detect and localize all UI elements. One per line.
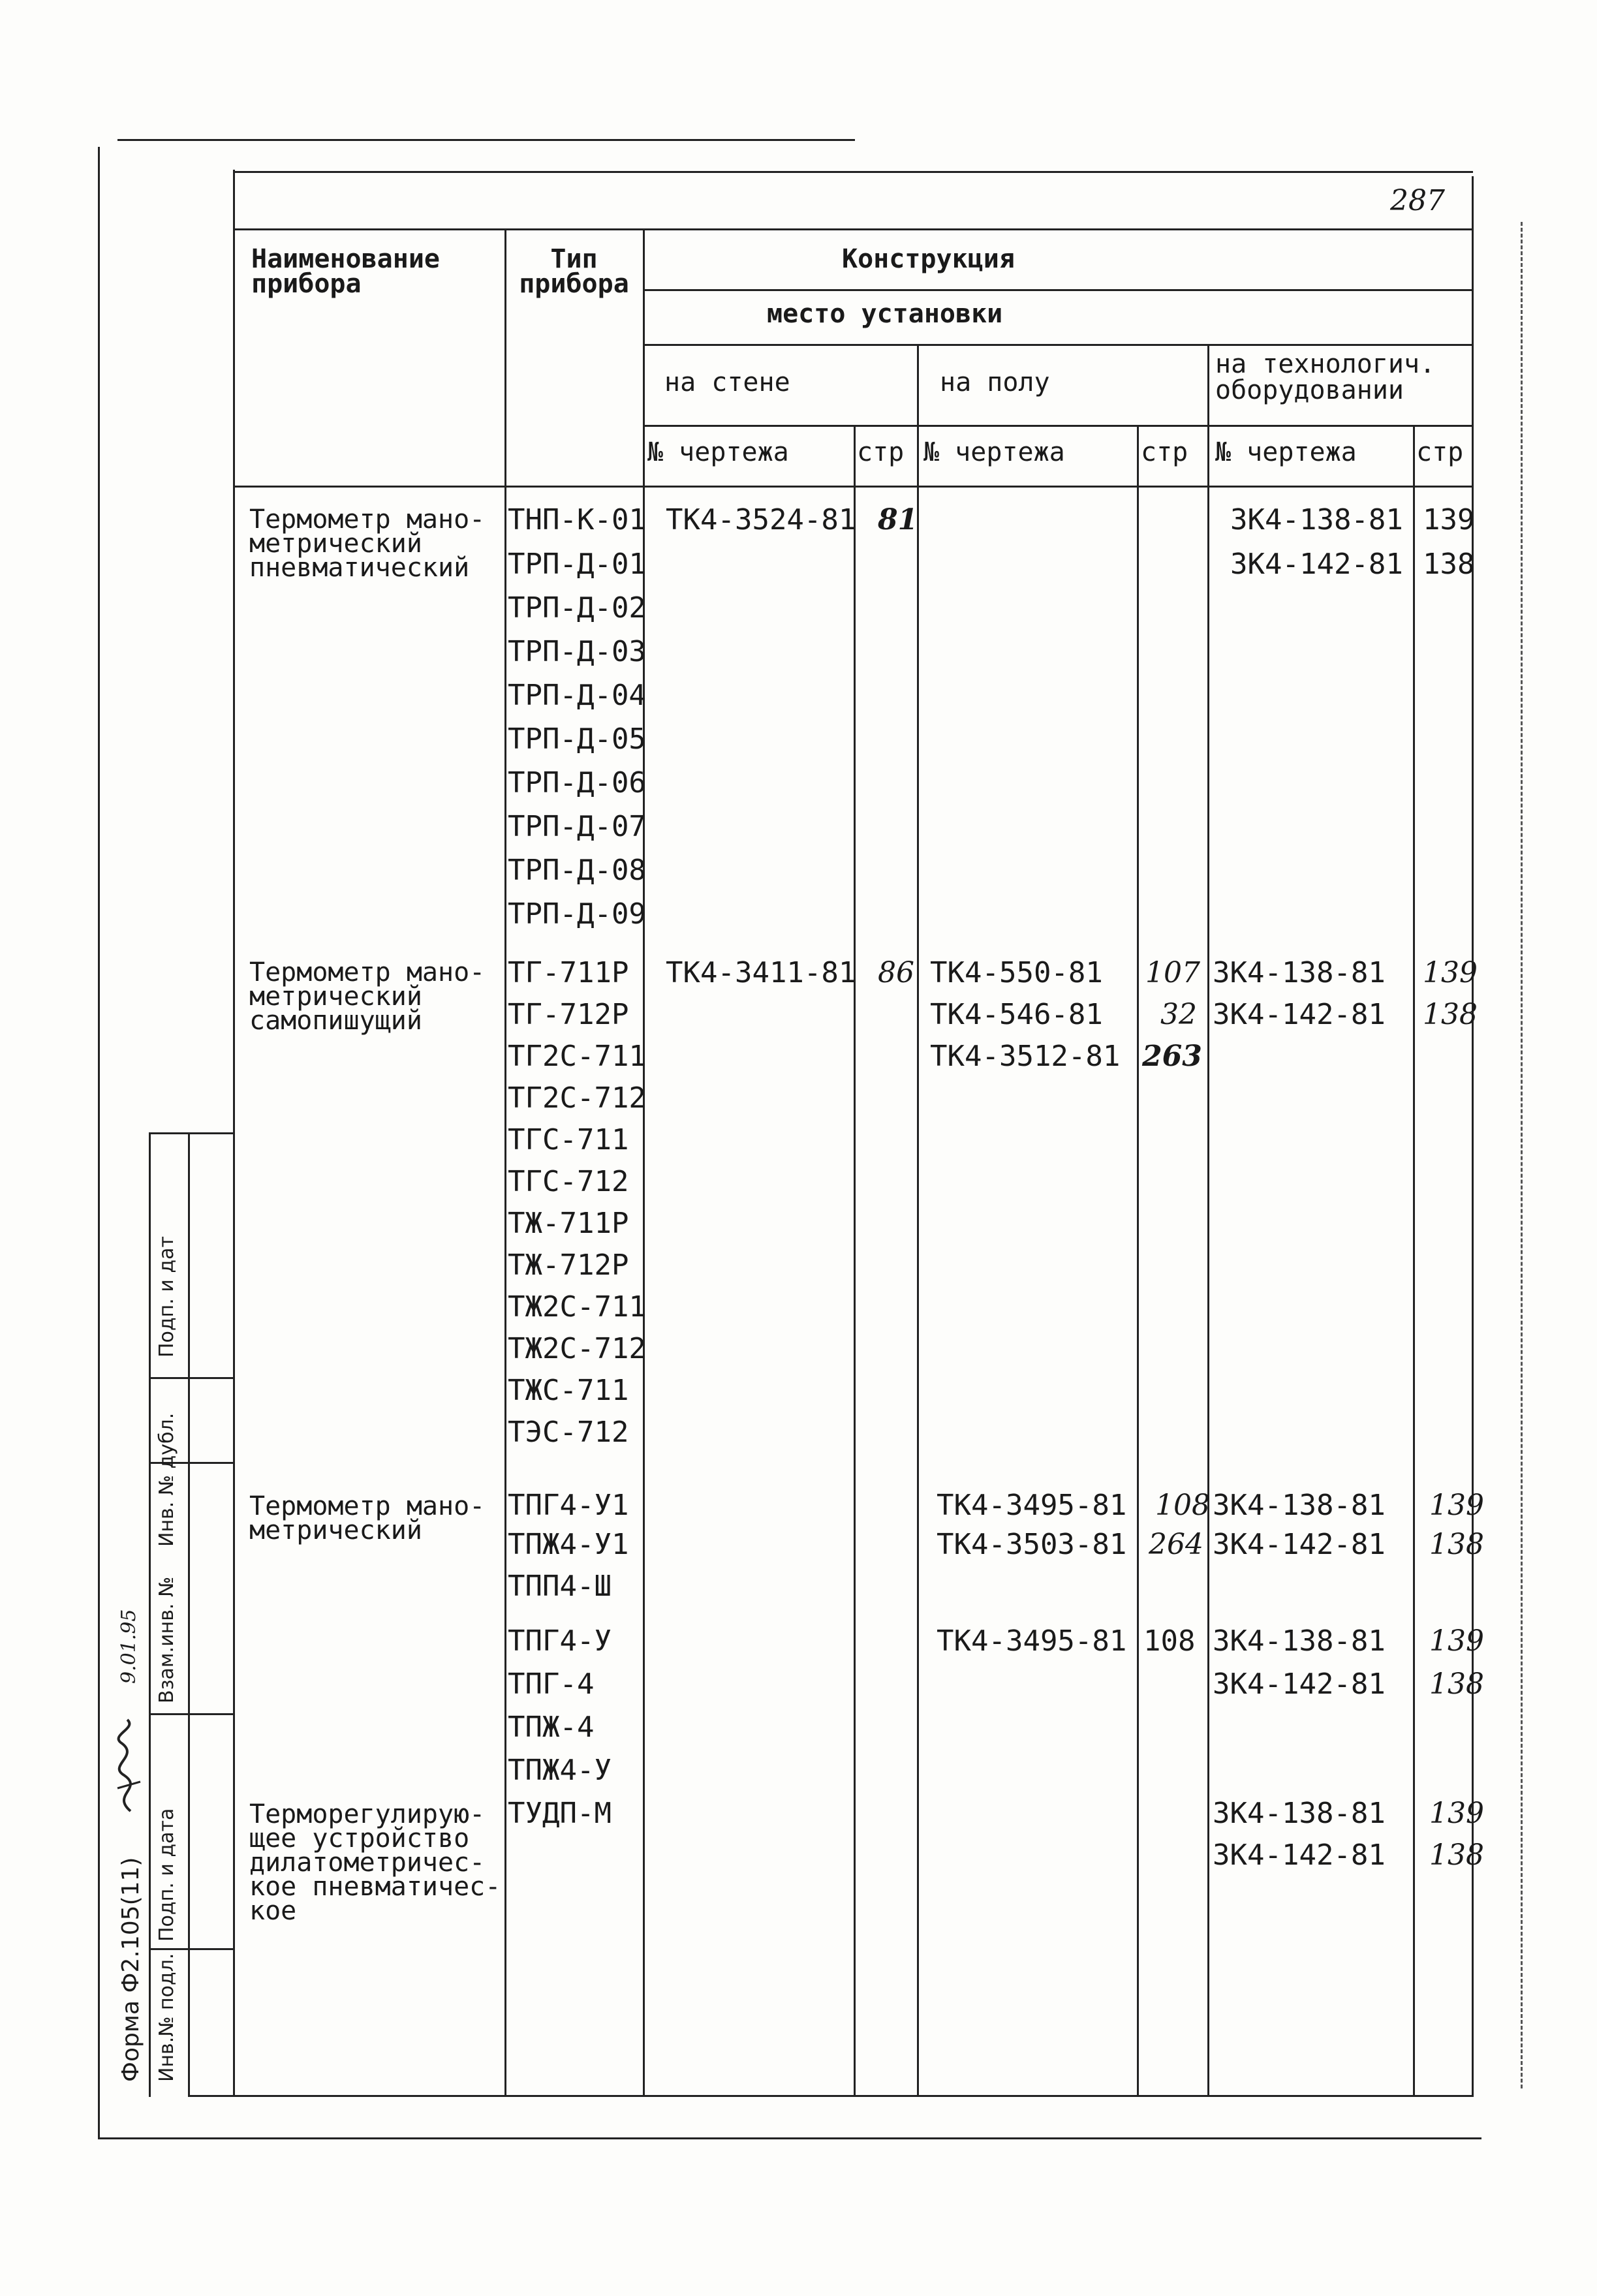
group-3-name: Термометр мано- метрический <box>249 1491 486 1545</box>
type-item: ТРП-Д-08 <box>508 854 646 887</box>
floor-page: 107 <box>1145 956 1200 989</box>
equip-drawing: ЗК4-142-81 <box>1213 1668 1386 1701</box>
stamp-inv-dubl: Инв. № дубл. <box>155 1412 178 1547</box>
type-item: ТРП-Д-07 <box>508 810 646 843</box>
header-floor: на полу <box>940 367 1050 397</box>
header-wall: на стене <box>664 367 790 397</box>
equip-page: 138 <box>1429 1668 1484 1701</box>
type-item: ТГС-711 <box>508 1123 629 1156</box>
signature-date: 9.01.95 <box>117 1609 140 1684</box>
wall-page: 81 <box>878 503 918 536</box>
drawing-rule <box>645 425 1472 427</box>
equip-page: 139 <box>1423 956 1478 989</box>
stamp-vzam-inv: Взам.инв. № <box>155 1576 178 1703</box>
floor-page: 264 <box>1149 1528 1203 1561</box>
table-bottom <box>189 2095 1474 2097</box>
header-equipment: на технологич. оборудовании <box>1215 349 1436 405</box>
right-margin-dash <box>1521 222 1523 2088</box>
equip-drawing: ЗК4-142-81 <box>1213 998 1386 1031</box>
header-construction: Конструкция <box>842 244 1015 274</box>
stamp-left <box>149 1132 151 2097</box>
type-item: ТЖ-711Р <box>508 1207 629 1240</box>
type-item: ТПГ4-У <box>508 1624 612 1658</box>
col-rule-floor-page <box>1137 425 1139 2096</box>
equip-page: 139 <box>1429 1797 1484 1830</box>
table-top <box>233 171 1473 173</box>
signature-icon <box>104 1716 150 1814</box>
type-item: ТРП-Д-03 <box>508 635 646 668</box>
equip-page: 138 <box>1429 1528 1484 1561</box>
equip-page: 139 <box>1423 503 1475 536</box>
type-item: ТГ2С-712 <box>508 1081 646 1115</box>
floor-drawing: ТК4-3512-81 <box>930 1040 1121 1073</box>
type-item: ТЖ-712Р <box>508 1249 629 1282</box>
header-bottom-rule <box>233 486 1473 488</box>
page-number: 287 <box>1390 184 1445 217</box>
group-4-name: Терморегулирую- щее устройство дилатометричес- кое пневматичес- кое <box>249 1799 501 1926</box>
header-type: Тип прибора <box>519 244 629 299</box>
floor-page: 108 <box>1155 1489 1210 1522</box>
stamp-top <box>149 1132 234 1134</box>
header-place: место установки <box>767 299 1003 329</box>
floor-page: 108 <box>1143 1624 1196 1658</box>
type-item: ТГ-712Р <box>508 998 629 1031</box>
stamp-div-4 <box>149 1948 234 1950</box>
wall-drawing: ТК4-3411-81 <box>666 956 856 989</box>
floor-drawing: ТК4-546-81 <box>930 998 1103 1031</box>
equip-page: 138 <box>1429 1838 1484 1872</box>
equip-drawing: ЗК4-142-81 <box>1213 1838 1386 1872</box>
type-item: ТРП-Д-04 <box>508 679 646 712</box>
type-item: ТРП-Д-09 <box>508 897 646 931</box>
header-page-floor: стр <box>1141 437 1188 467</box>
group-1-name: Термометр мано- метрический пневматический <box>249 504 486 583</box>
equip-drawing: ЗК4-138-81 <box>1213 1797 1386 1830</box>
equip-page: 139 <box>1429 1624 1484 1658</box>
floor-page: 32 <box>1160 998 1197 1031</box>
stamp-div-1 <box>149 1377 234 1379</box>
col-rule-equip <box>1207 344 1209 2096</box>
equip-drawing: ЗК4-142-81 <box>1230 548 1403 581</box>
type-item: ТПЖ4-У <box>508 1754 612 1787</box>
type-item: ТПЖ-4 <box>508 1711 595 1744</box>
type-item: ТРП-Д-05 <box>508 722 646 756</box>
type-item: ТЖС-711 <box>508 1374 629 1407</box>
bottom-rule <box>98 2137 1481 2139</box>
equip-drawing: ЗК4-138-81 <box>1213 1489 1386 1522</box>
header-top-rule <box>233 228 1473 230</box>
equip-page: 139 <box>1429 1489 1484 1522</box>
type-item: ТГ2С-711 <box>508 1040 646 1073</box>
construction-rule <box>645 289 1472 291</box>
stamp-inv-podl: Инв.№ подл. <box>155 1953 178 2082</box>
equip-drawing: ЗК4-138-81 <box>1213 1624 1386 1658</box>
col-rule-equip-page <box>1413 425 1415 2096</box>
place-rule <box>645 344 1472 346</box>
equip-page: 138 <box>1423 998 1478 1031</box>
stamp-podp-data-2: Подп. и дат <box>155 1236 178 1357</box>
top-rule <box>117 139 855 141</box>
type-item: ТПП4-Ш <box>508 1570 612 1603</box>
col-rule-wall-page <box>854 425 856 2096</box>
equip-page: 138 <box>1423 548 1475 581</box>
floor-page: 263 <box>1142 1040 1202 1073</box>
type-item: ТРП-Д-06 <box>508 766 646 799</box>
type-item: ТПГ-4 <box>508 1668 595 1701</box>
type-item: ТПЖ4-У1 <box>508 1528 629 1561</box>
header-drawing-equip: № чертежа <box>1215 437 1357 467</box>
header-drawing-floor: № чертежа <box>923 437 1065 467</box>
type-item: ТПГ4-У1 <box>508 1489 629 1522</box>
header-page-equip: стр <box>1416 437 1464 467</box>
header-page-wall: стр <box>857 437 905 467</box>
type-item: ТЖ2С-711 <box>508 1290 646 1324</box>
floor-drawing: ТК4-3495-81 <box>937 1624 1127 1658</box>
header-drawing-wall: № чертежа <box>647 437 789 467</box>
col-rule-floor <box>917 344 919 2096</box>
type-item: ТЭС-712 <box>508 1416 629 1449</box>
type-item: ТРП-Д-02 <box>508 591 646 625</box>
equip-drawing: ЗК4-138-81 <box>1230 503 1403 536</box>
type-item: ТГ-711Р <box>508 956 629 989</box>
stamp-mid <box>188 1132 190 2097</box>
type-item: ТУДП-М <box>508 1797 612 1830</box>
header-name: Наименование прибора <box>251 244 440 299</box>
group-2-name: Термометр мано- метрический самопишущий <box>249 957 486 1036</box>
wall-drawing: ТК4-3524-81 <box>666 503 856 536</box>
col-rule-type <box>504 228 506 2096</box>
wall-page: 86 <box>878 956 914 989</box>
form-label: Форма Ф2.105(11) <box>117 1857 144 2082</box>
type-item: ТРП-Д-01 <box>508 548 646 581</box>
floor-drawing: ТК4-3495-81 <box>937 1489 1127 1522</box>
type-item: ТНП-К-01 <box>508 503 646 536</box>
equip-drawing: ЗК4-138-81 <box>1213 956 1386 989</box>
type-item: ТЖ2С-712 <box>508 1332 646 1365</box>
stamp-div-3 <box>149 1713 234 1715</box>
floor-drawing: ТК4-3503-81 <box>937 1528 1127 1561</box>
outer-left-rule <box>98 147 100 2139</box>
equip-drawing: ЗК4-142-81 <box>1213 1528 1386 1561</box>
floor-drawing: ТК4-550-81 <box>930 956 1103 989</box>
stamp-podp-data: Подп. и дата <box>155 1808 178 1942</box>
type-item: ТГС-712 <box>508 1165 629 1198</box>
